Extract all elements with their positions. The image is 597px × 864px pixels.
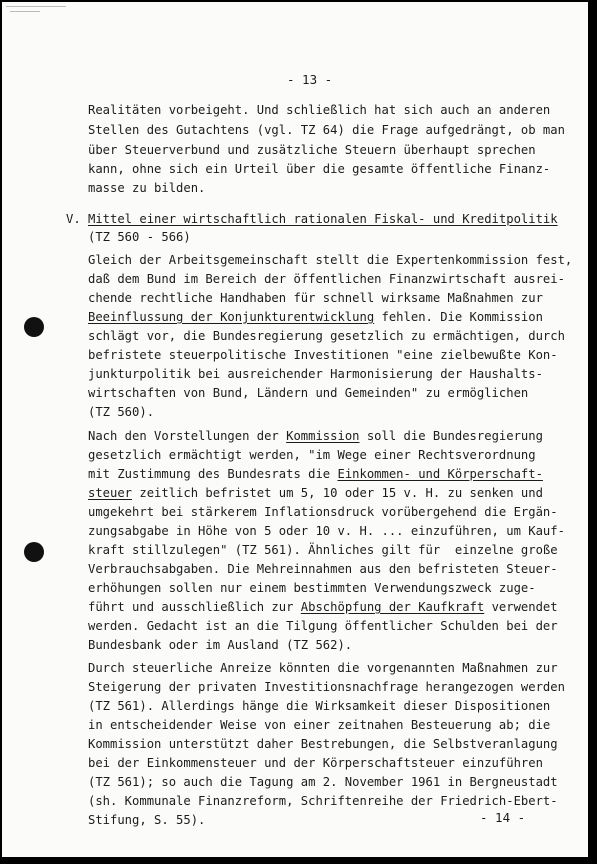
underlined-phrase: Abschöpfung der Kaufkraft [300,600,485,614]
text-line: Steigerung der privaten Investitionsnachfrage herangezogen werden [88,680,565,694]
punch-hole [24,317,44,337]
text-segment: führt und ausschließlich zur [88,600,301,614]
page-number: - 13 - [287,72,333,87]
text-line: (TZ 561); so auch die Tagung am 2. November 1961 in Bergneustadt [88,775,558,789]
text-line [88,601,558,613]
text-line: masse zu bilden. [88,181,206,195]
text-line [88,487,543,499]
text-line: in entscheidender Weise von einer zeitnahen Besteuerung ab; die [88,718,551,732]
text-line: Stellen des Gutachtens (vgl. TZ 64) die Frage aufgedrängt, ob man [88,123,565,137]
underlined-phrase: steuer [88,486,133,500]
text-line: bei der Einkommensteuer und der Körperschaftsteuer einzuführen [88,756,543,770]
text-line: umgekehrt bei stärkerem Inflationsdruck vorübergehend die Ergän- [88,505,558,519]
text-segment: verwendet [484,600,558,614]
text-line: werden. Gedacht ist an die Tilgung öffentlicher Schulden bei der [88,619,558,633]
document-page [2,2,588,857]
underlined-phrase: Kommission [286,429,360,443]
text-line [88,430,543,442]
underlined-phrase: Einkommen- und Körperschaft- [337,467,543,481]
text-line: Gleich der Arbeitsgemeinschaft stellt die Expertenkommission fest, [88,253,573,267]
scan-noise [6,6,66,7]
text-segment: soll die Bundesregierung [359,429,543,443]
text-line: zungsabgabe in Höhe von 5 oder 10 v. H. ... einzuführen, um Kauf- [88,524,565,538]
text-line: Durch steuerliche Anreize könnten die vorgenannten Maßnahmen zur [88,661,558,675]
text-segment: Nach den Vorstellungen der [88,429,287,443]
text-line: Kommission unterstützt daher Bestrebungen, die Selbstveranlagung [88,737,558,751]
text-segment: zeitlich befristet um 5, 10 oder 15 v. H. zu senken und [132,486,543,500]
text-line: kann, ohne sich ein Urteil über die gesamte öffentliche Finanz- [88,162,551,176]
text-segment: fehlen. Die Kommission [374,310,543,324]
text-line: Verbrauchsabgaben. Die Mehreinnahmen aus den befristeten Steuer- [88,562,558,576]
text-line [88,311,543,323]
text-line: gesetzlich ermächtigt werden, "im Wege einer Rechtsverordnung [88,448,536,462]
text-line: über Steuerverbund und zusätzliche Steuern überhaupt sprechen [88,143,536,157]
section-numeral: V. [66,212,81,226]
section-title: Mittel einer wirtschaftlich rationalen Fiskal- und Kreditpolitik [88,212,558,226]
text-line: (TZ 561). Allerdings hänge die Wirksamkeit dieser Dispositionen [88,699,551,713]
text-line: (sh. Kommunale Finanzreform, Schriftenreihe der Friedrich-Ebert- [88,794,558,808]
text-line: wirtschaften von Bund, Ländern und Gemeinden" zu ermöglichen [88,386,529,400]
text-line: (TZ 560). [88,405,155,419]
underlined-phrase: Beeinflussung der Konjunkturentwicklung [88,310,375,324]
text-line: befristete steuerpolitische Investitionen "eine zielbewußte Kon- [88,348,558,362]
text-line: Bundesbank oder im Ausland (TZ 562). [88,638,353,652]
next-page-marker: - 14 - [480,810,526,825]
text-line: kraft stillzulegen" (TZ 561). Ähnliches gilt für einzelne große [88,543,558,557]
section-ref: (TZ 560 - 566) [88,230,191,244]
text-line: daß dem Bund im Bereich der öffentlichen Finanzwirtschaft ausrei- [88,272,565,286]
punch-hole [24,542,44,562]
text-line: chende rechtliche Handhaben für schnell wirksame Maßnahmen zur [88,291,543,305]
text-line: erhöhungen sollen nur einem bestimmten Verwendungszweck zuge- [88,581,536,595]
text-line: Realitäten vorbeigeht. Und schließlich hat sich auch an anderen [88,103,551,117]
text-segment: mit Zustimmung des Bundesrats die [88,467,338,481]
text-line: schlägt vor, die Bundesregierung gesetzlich zu ermächtigen, durch [88,329,565,343]
text-line: Stifung, S. 55). [88,813,206,827]
scan-noise [10,11,40,12]
text-line: junkturpolitik bei ausreichender Harmonisierung der Haushalts- [88,367,543,381]
text-line [88,468,543,480]
